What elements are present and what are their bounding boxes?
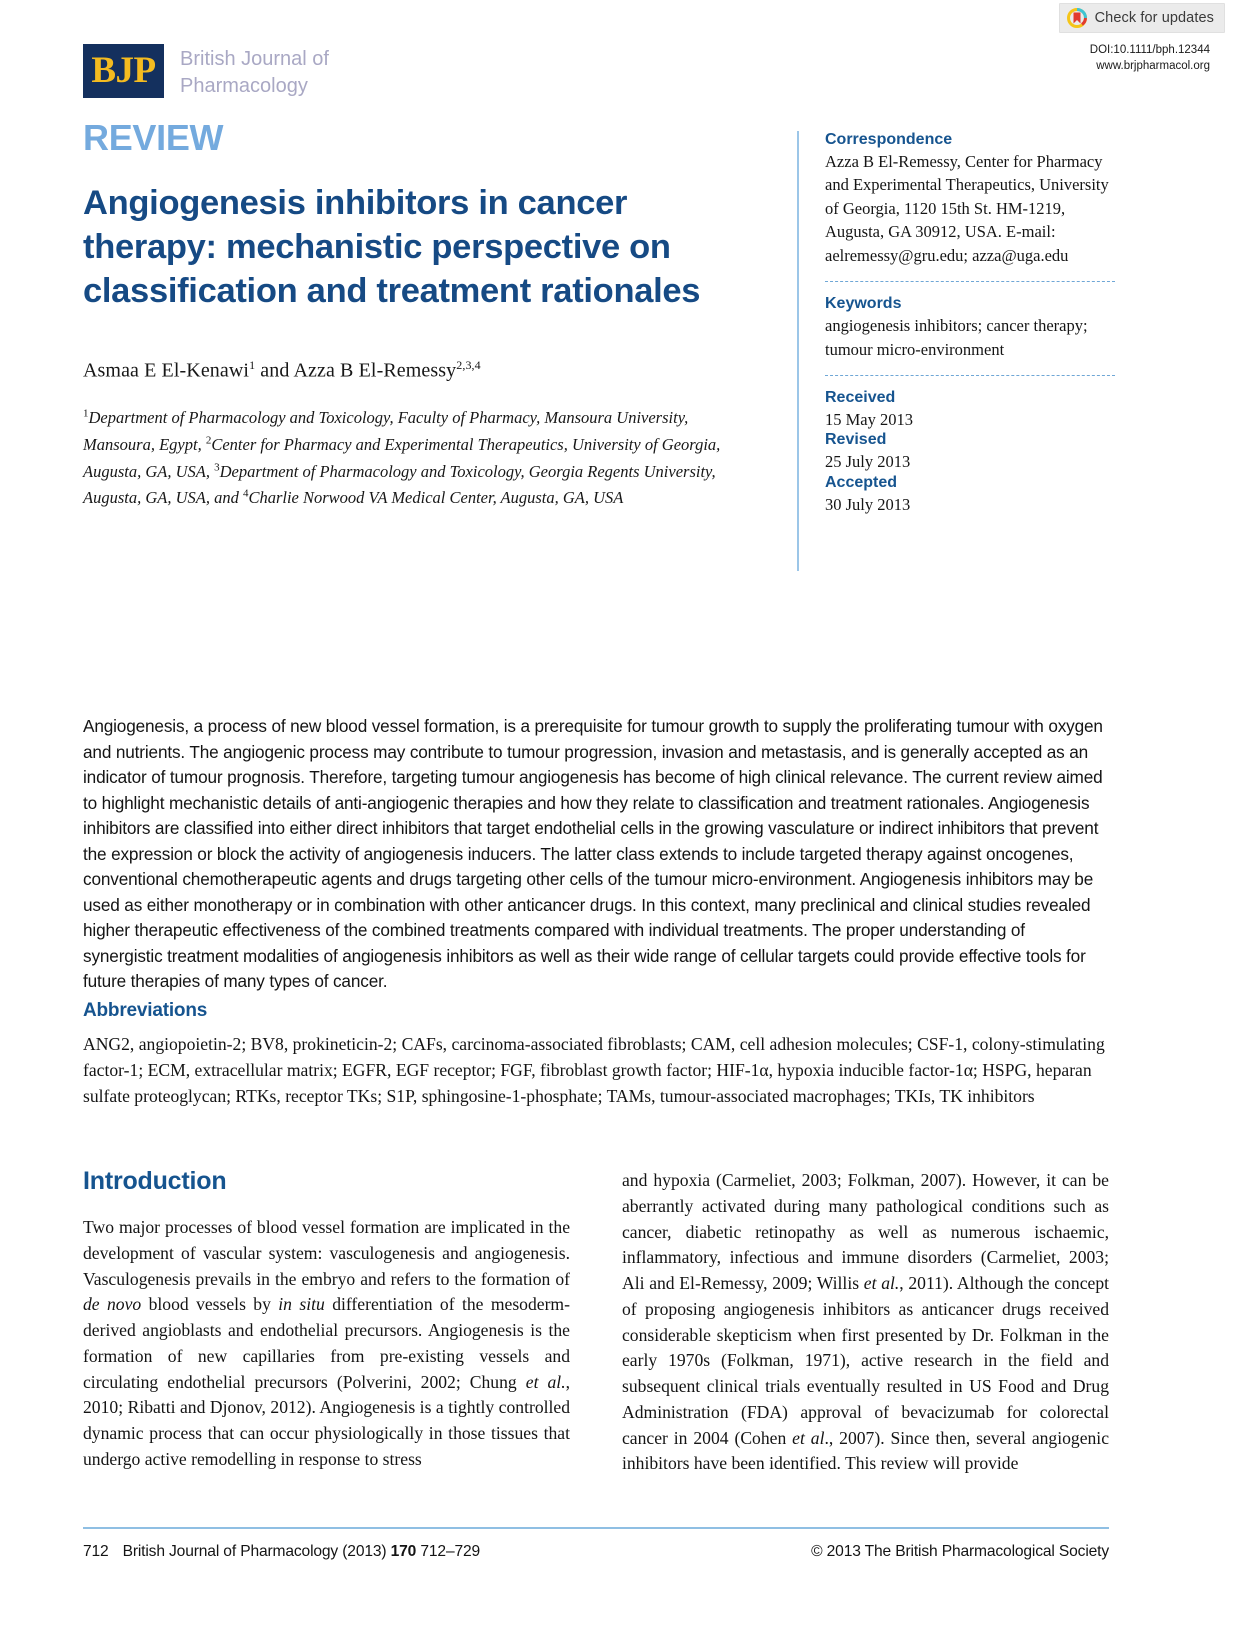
journal-title-line1: British Journal of [180, 48, 329, 70]
doi-block [1090, 43, 1210, 74]
intro-right-text-1: and hypoxia (Carmeliet, 2003; Folkman, 2007). However, it can be aberrantly activated during many pathological conditions such as cancer, diabetic retinopathy as well as numerous ischaemic, inflammatory, infectious and immune disorders (Carmeliet, 2003; Ali and El-Remessy, 2009; Willis [622, 1170, 1109, 1294]
intro-left-italic-2: in situ [278, 1294, 325, 1315]
crossmark-icon [1067, 8, 1087, 28]
author-2-affiliation-marker: 2,3,4 [456, 358, 481, 373]
correspondence-heading: Correspondence [825, 131, 953, 148]
affiliation-4: Charlie Norwood VA Medical Center, Augusta, GA, USA [248, 488, 624, 508]
revised-date: 25 July 2013 [825, 452, 911, 472]
revised-heading: Revised [825, 431, 887, 449]
page-footer [83, 1543, 1109, 1561]
affiliation-2: Center for Pharmacy and Experimental Therapeutics, University of Georgia, Augusta, GA, USA, [83, 434, 721, 481]
correspondence-text: Azza B El-Remessy, Center for Pharmacy and Experimental Therapeutics, University of Georgia, 1120 15th St. HM-1219, Augusta, GA 30912, USA. E-mail: aelremessy@gru.edu; azza@uga.edu [825, 152, 1109, 265]
intro-left-italic-1: de novo [83, 1294, 142, 1315]
bjp-logo: BJP [83, 44, 164, 98]
author-1: Asmaa E El-Kenawi [83, 360, 250, 383]
keywords-text: angiogenesis inhibitors; cancer therapy; tumour micro-environment [825, 316, 1088, 359]
journal-citation [123, 1543, 480, 1561]
author-1-affiliation-marker: 1 [249, 358, 256, 373]
abbreviations-section [83, 1000, 1109, 1109]
abbreviations-text: ANG2, angiopoietin-2; BV8, prokineticin-2; CAFs, carcinoma-associated fibroblasts; CAM, cell adhesion molecules; CSF-1, colony-stimulating factor-1; ECM, extracellular matrix; EGFR, EGF receptor; FGF, fibroblast growth factor; HIF-1α, hypoxia inducible factor-1α; HSPG, heparan sulfate proteoglycan; RTKs, receptor TKs; S1P, sphingosine-1-phosphate; TAMs, tumour-associated macrophages; TKIs, TK inhibitors [83, 1034, 1105, 1107]
citation-prefix: British Journal of Pharmacology (2013) [122, 1543, 391, 1560]
journal-title [180, 44, 329, 100]
intro-right-italic-1: et al. [863, 1273, 900, 1294]
author-conjunction: and Azza B El-Remessy [255, 360, 457, 383]
affiliation-marker-4: 4 [242, 487, 249, 500]
body-column-left [83, 1167, 570, 1467]
metadata-divider-2 [825, 375, 1115, 376]
affiliation-marker-2: 2 [205, 434, 212, 447]
metadata-divider-1 [825, 281, 1115, 282]
author-list [83, 358, 763, 383]
introduction-paragraph-right [622, 1168, 1109, 1477]
intro-right-text-3: ., 2007). Since then, several angiogenic inhibitors have been identified. This review will provide [622, 1427, 1110, 1474]
abstract-text: Angiogenesis, a process of new blood vessel formation, is a prerequisite for tumour growth to supply the proliferating tumour with oxygen and nutrients. The angiogenic process may contribute to tumour progression, invasion and metastasis, and is generally accepted as an indicator of tumour prognosis. Therefore, targeting tumour angiogenesis has become of high clinical relevance. The current review aimed to highlight mechanistic details of anti-angiogenic therapies and how they relate to classification and treatment rationales. Angiogenesis inhibitors are classified into either direct inhibitors that target endothelial cells in the growing vasculature or indirect inhibitors that prevent the expression or block the activity of angiogenesis inducers. The latter class extends to include targeted therapy against oncogenes, conventional chemotherapeutic agents and drugs targeting other cells of the tumour micro-environment. Angiogenesis inhibitors may be used as either monotherapy or in combination with other anticancer drugs. In this context, many preclinical and clinical studies revealed higher therapeutic effectiveness of the combined treatments compared with individual treatments. The proper understanding of synergistic treatment modalities of angiogenesis inhibitors as well as their wide range of cellular targets could provide effective tools for future therapies of many types of cancer. [83, 716, 1103, 992]
journal-title-line2: Pharmacology [180, 74, 308, 97]
check-for-updates-label: Check for updates [1094, 10, 1214, 26]
intro-left-text-3: differentiation of the mesoderm-derived angioblasts and endothelial precursors. Angiogenesis is the formation of new capillaries from pre-existing vessels and circulating endothelial precursors (Polverini, 2002; Chung [83, 1294, 570, 1392]
footer-divider [83, 1527, 1109, 1529]
article-header [83, 117, 763, 512]
page-number: 712 [83, 1543, 109, 1560]
body-columns [83, 1167, 1110, 1474]
check-for-updates-badge[interactable] [1059, 3, 1225, 33]
intro-left-text-4: , 2010; Ribatti and Djonov, 2012). Angiogenesis is a tightly controlled dynamic process that can occur physiologically in those tissues that undergo active remodelling in response to stress [83, 1371, 571, 1469]
intro-right-text-2: , 2011). Although the concept of proposing angiogenesis inhibitors as anticancer drugs received considerable skepticism when first presented by Dr. Folkman in the early 1970s (Folkman, 1971), active research in the field and subsequent clinical trials eventually resulted in US Food and Drug Administration (FDA) approval of bevacizumab for colorectal cancer in 2004 (Cohen [622, 1273, 1110, 1448]
page-title: Angiogenesis inhibitors in cancer therapy: mechanistic perspective on classification and treatment rationales [83, 184, 701, 310]
accepted-heading: Accepted [825, 473, 898, 491]
body-column-right [622, 1167, 1110, 1474]
footer-left [83, 1543, 480, 1561]
journal-url[interactable]: www.brjpharmacol.org [1096, 59, 1210, 72]
abbreviations-heading: Abbreviations [83, 1000, 208, 1021]
affiliation-marker-3: 3 [214, 461, 220, 474]
journal-masthead [83, 44, 329, 100]
affiliation-1: Department of Pharmacology and Toxicology, Faculty of Pharmacy, Mansoura University, Mansoura, Egypt, [83, 408, 689, 454]
affiliation-3: Department of Pharmacology and Toxicology, Georgia Regents University, Augusta, GA, USA, and [83, 461, 716, 508]
article-type-kicker: REVIEW [83, 117, 224, 158]
accepted-date: 30 July 2013 [825, 494, 911, 514]
copyright-notice: © 2013 The British Pharmacological Society [811, 1543, 1109, 1560]
received-heading: Received [825, 388, 896, 406]
introduction-paragraph-left [83, 1215, 570, 1473]
affiliation-marker-1: 1 [83, 407, 89, 420]
intro-left-italic-3: et al. [525, 1371, 566, 1392]
article-metadata-sidebar [797, 131, 1115, 571]
intro-left-text-1: Two major processes of blood vessel formation are implicated in the development of vascular system: vasculogenesis and angiogenesis. Vasculogenesis prevails in the embryo and refers to the formation of [83, 1217, 570, 1289]
intro-left-text-2: blood vessels by [141, 1294, 279, 1315]
citation-volume: 170 [390, 1543, 417, 1560]
doi-text: DOI:10.1111/bph.12344 [1089, 44, 1210, 56]
intro-right-italic-2: et al [792, 1427, 825, 1448]
received-date: 15 May 2013 [825, 409, 913, 429]
citation-pages: 712–729 [416, 1543, 481, 1560]
keywords-heading: Keywords [825, 295, 902, 313]
introduction-heading: Introduction [83, 1167, 227, 1195]
affiliation-list [83, 405, 763, 512]
